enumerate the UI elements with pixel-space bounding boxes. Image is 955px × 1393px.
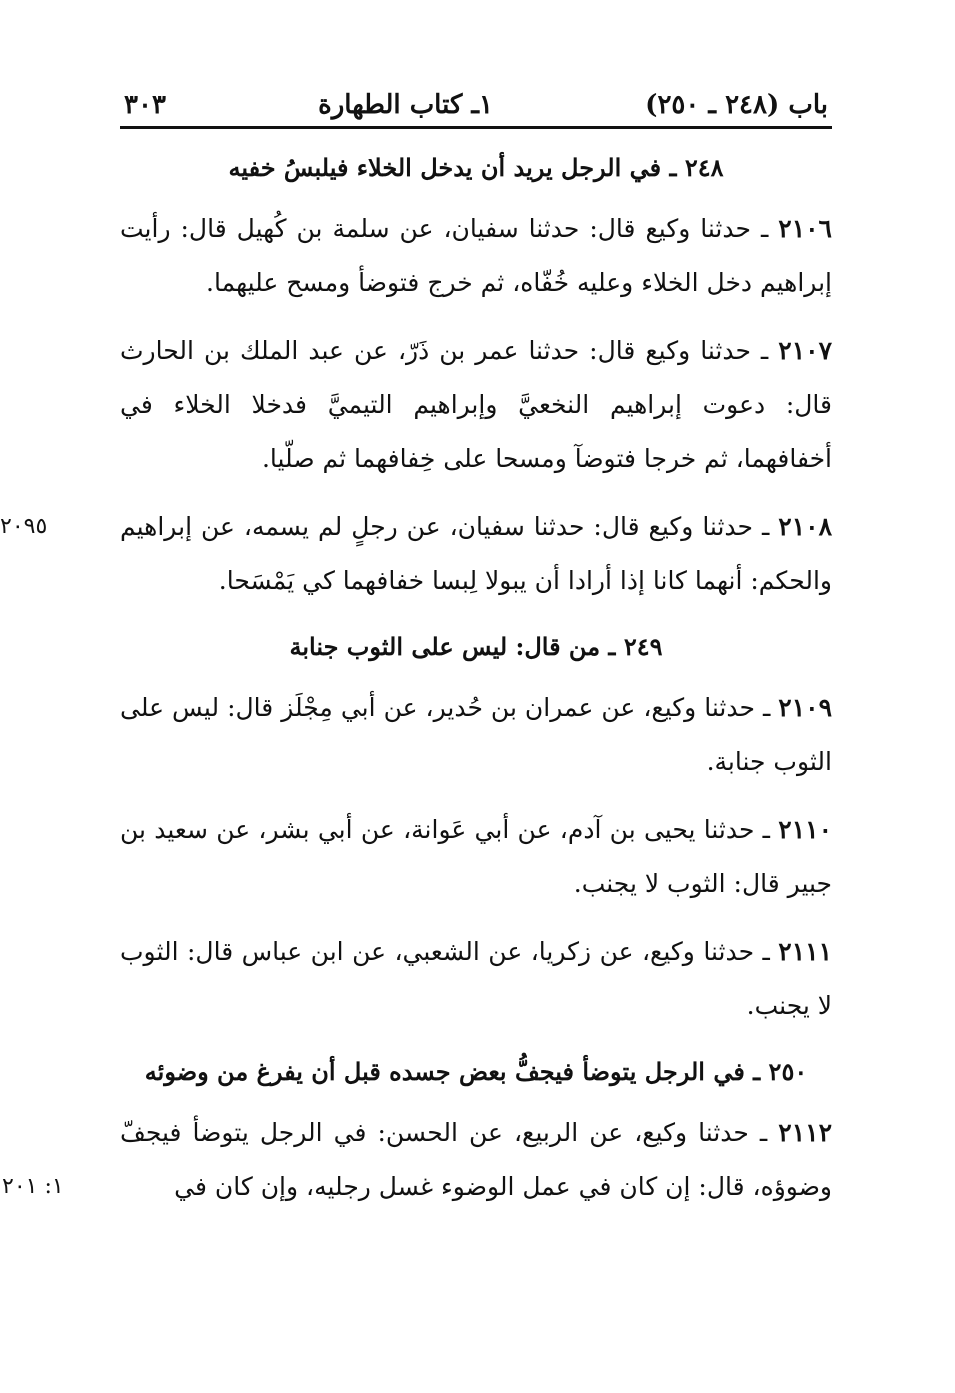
header-book-title: ١ـ كتاب الطهارة xyxy=(318,90,493,120)
section-title: ٢٤٩ ـ من قال: ليس على الثوب جنابة xyxy=(289,632,663,661)
section-249 xyxy=(120,632,832,1033)
hadith-entry xyxy=(120,681,832,789)
hadith-number: ٢١٠٨ xyxy=(778,512,832,541)
section-250 xyxy=(2,1057,832,1214)
hadith-number: ٢١٠٩ xyxy=(778,693,832,722)
margin-reference: ٢٠٩٥ xyxy=(0,514,48,539)
running-header xyxy=(120,90,832,129)
hadith-entry xyxy=(0,500,832,608)
page xyxy=(0,90,833,1228)
hadith-text: ـ حدثنا وكيع قال: حدثنا سفيان، عن رجلٍ لم يسمه، عن إبراهيم والحكم: أنهما كانا إذا أرادا أن يبولا لِبسا خفافهما كي يَمْسَحا. xyxy=(120,512,832,595)
hadith-number: ٢١١٠ xyxy=(778,815,832,844)
hadith-text: ـ حدثنا وكيع قال: حدثنا سفيان، عن سلمة بن كُهيل قال: رأيت إبراهيم دخل الخلاء وعليه خُفّاه، ثم خرج فتوضأ ومسح عليهما. xyxy=(120,214,832,297)
section-title: ٢٤٨ ـ في الرجل يريد أن يدخل الخلاء فيلبسُ خفيه xyxy=(228,153,724,182)
hadith-number: ٢١٠٧ xyxy=(778,336,832,365)
hadith-text: ـ حدثنا وكيع، عن عمران بن حُدير، عن أبي مِجْلَز قال: ليس على الثوب جنابة. xyxy=(120,693,832,776)
hadith-number: ٢١٠٦ xyxy=(778,214,832,243)
hadith-text: ـ حدثنا يحيى بن آدم، عن أبي عَوانة، عن أبي بشر، عن سعيد بن جبير قال: الثوب لا يجنب. xyxy=(120,815,832,898)
hadith-number: ٢١١١ xyxy=(778,937,833,966)
margin-reference: ١: ٢٠١ xyxy=(2,1174,64,1199)
section-248 xyxy=(0,153,832,608)
hadith-entry xyxy=(2,1106,832,1214)
hadith-entry xyxy=(120,324,832,486)
header-chapter-range: باب (٢٤٨ ـ ٢٥٠) xyxy=(645,90,828,120)
hadith-text: ـ حدثنا وكيع قال: حدثنا عمر بن ذَرّ، عن عبد الملك بن الحارث قال: دعوت إبراهيم النخعيَّ وإبراهيم التيميَّ فدخلا الخلاء في أخفافهما، ثم خرجا فتوضآ ومسحا على خِفافهما ثم صلّيا. xyxy=(120,336,832,473)
hadith-number: ٢١١٢ xyxy=(778,1118,832,1147)
hadith-entry xyxy=(120,803,832,911)
hadith-entry xyxy=(120,925,832,1033)
hadith-entry xyxy=(120,202,832,310)
header-page-number: ٣٠٣ xyxy=(124,90,166,120)
hadith-text: ـ حدثنا وكيع، عن زكريا، عن الشعبي، عن ابن عباس قال: الثوب لا يجنب. xyxy=(120,937,832,1020)
hadith-text: ـ حدثنا وكيع، عن الربيع، عن الحسن: في الرجل يتوضأ فيجفّ وضوؤه، قال: إن كان في عمل الوضوء غسل رجليه، وإن كان في xyxy=(120,1118,832,1201)
section-title: ٢٥٠ ـ في الرجل يتوضأ فيجفُّ بعض جسده قبل أن يفرغ من وضوئه xyxy=(144,1057,808,1086)
